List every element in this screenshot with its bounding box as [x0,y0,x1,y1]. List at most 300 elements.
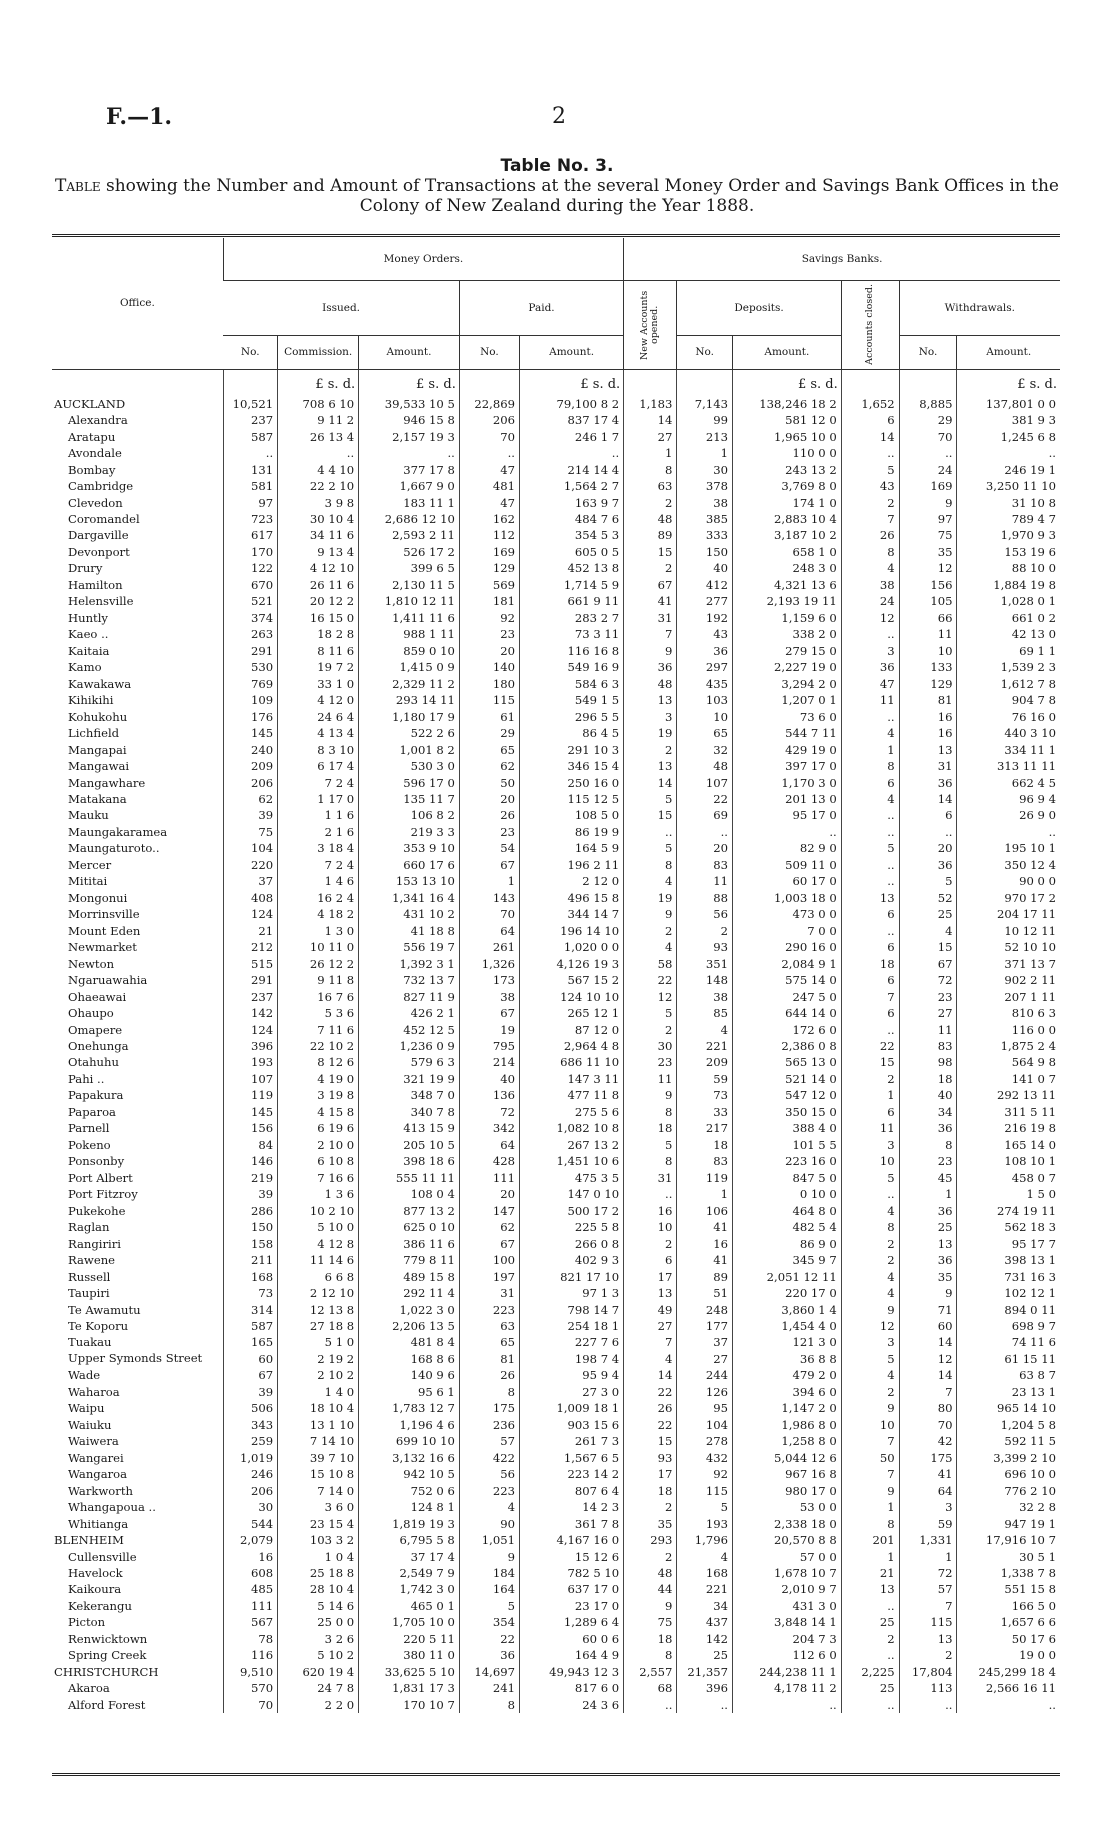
cell-value: 204 17 11 [957,906,1060,922]
cell-value: 254 18 1 [520,1318,624,1334]
cell-value: 36 [624,659,677,675]
cell-value: 396 [677,1680,733,1696]
cell-value: 86 19 9 [520,824,624,840]
cell-value: 110 0 0 [732,445,841,461]
paid-amount-heading: Amount. [520,335,624,369]
cell-value: 12 [841,610,899,626]
cell-value: 1,875 2 4 [957,1038,1060,1054]
cell-value: 166 5 0 [957,1598,1060,1614]
table-row [52,1334,1060,1350]
cell-value: 3 18 4 [278,840,359,856]
table-row [52,758,1060,774]
cell-value: 2,130 11 5 [359,577,460,593]
cell-value: 432 [677,1450,733,1466]
cell-value: 556 19 7 [359,939,460,955]
deposits-amount-heading: Amount. [732,335,841,369]
office-name: Helensville [68,594,134,609]
cell-value: 30 [624,1038,677,1054]
cell-value: 1,258 8 0 [732,1433,841,1449]
cell-value: 241 [459,1680,519,1696]
cell-value: 35 [624,1515,677,1531]
cell-value: 431 10 2 [359,906,460,922]
cell-value: 7 2 4 [278,857,359,873]
cell-value: 1,783 12 7 [359,1400,460,1416]
cell-value: 293 14 11 [359,692,460,708]
cell-value: 817 6 0 [520,1680,624,1696]
cell-value: 569 [459,577,519,593]
cell-value: 458 0 7 [957,1170,1060,1186]
office-name: Mangapai [68,742,127,757]
office-name: Dargaville [68,528,129,543]
cell-value: 1,183 [624,396,677,412]
office-name: Te Awamutu [68,1302,141,1317]
cell-value: 485 [223,1581,277,1597]
office-name: Onehunga [68,1039,129,1054]
cell-value: 108 10 1 [957,1153,1060,1169]
cell-value: 124 [223,1021,277,1037]
cell-value: 1,392 3 1 [359,955,460,971]
cell-value: 482 5 4 [732,1219,841,1235]
cell-value: 19 [624,725,677,741]
cell-value: 5,044 12 6 [732,1450,841,1466]
office-name: Ohaeawai [68,989,127,1004]
cell-value: 2 [624,560,677,576]
cell-value: 22,869 [459,396,519,412]
cell-value: 47 [459,494,519,510]
cell-value: 484 7 6 [520,511,624,527]
cell-value: 5 [624,1005,677,1021]
cell-value: 206 [223,1482,277,1498]
cell-value: 575 14 0 [732,972,841,988]
cell-value: 496 15 8 [520,890,624,906]
cell-value: .. [841,923,899,939]
cell-value: 84 [223,1137,277,1153]
office-name: AUCKLAND [54,396,126,411]
cell-value: 223 [459,1482,519,1498]
cell-value: 429 19 0 [732,741,841,757]
cell-value: 7 [841,511,899,527]
cell-value: 60 0 6 [520,1631,624,1647]
cell-value: 544 7 11 [732,725,841,741]
cell-value: 333 [677,527,733,543]
cell-value: 662 4 5 [957,774,1060,790]
cell-value: 4 [899,923,957,939]
table-caption-lead: Table [55,176,101,196]
cell-value: 240 [223,741,277,757]
cell-value: 544 [223,1515,277,1531]
cell-value: 1,705 10 0 [359,1614,460,1630]
cell-value: 20 [459,1186,519,1202]
table-row [52,1285,1060,1301]
cell-value: 112 [459,527,519,543]
cell-value: 174 1 0 [732,494,841,510]
cell-value: 73 6 0 [732,708,841,724]
cell-value: 147 0 10 [520,1186,624,1202]
cell-value: 9 [899,494,957,510]
cell-value: 14 [624,412,677,428]
cell-value: 17,916 10 7 [957,1532,1060,1548]
cell-value: 644 14 0 [732,1005,841,1021]
cell-value: 70 [459,906,519,922]
cell-value: 1 [677,1186,733,1202]
office-name: Raglan [68,1220,110,1235]
cell-value: 18 [677,1137,733,1153]
cell-value: 581 [223,478,277,494]
cell-value: .. [841,1598,899,1614]
cell-value: 381 9 3 [957,412,1060,428]
cell-value: 1 [677,445,733,461]
cell-value: 48 [624,511,677,527]
cell-value: 2 [841,1631,899,1647]
table-row [52,1450,1060,1466]
cell-value: 9 [899,1285,957,1301]
cell-value: 2,193 19 11 [732,593,841,609]
table-row [52,445,1060,461]
cell-value: 6,795 5 8 [359,1532,460,1548]
cell-value: 22 [459,1631,519,1647]
cell-value: 394 6 0 [732,1384,841,1400]
cell-value: .. [624,1697,677,1713]
cell-value: 3 [841,643,899,659]
cell-value: 38 [459,988,519,1004]
cell-value: .. [841,807,899,823]
table-row [52,626,1060,642]
cell-value: 62 [459,758,519,774]
cell-value: 1,411 11 6 [359,610,460,626]
cell-value: 10 [841,1153,899,1169]
cell-value: 5 [459,1598,519,1614]
cell-value: .. [677,1697,733,1713]
unit-label: £ s. d. [520,369,624,396]
cell-value: 57 [899,1581,957,1597]
cell-value: 175 [899,1450,957,1466]
office-name: Kaikoura [68,1582,122,1597]
cell-value: 145 [223,725,277,741]
cell-value: 8 [624,461,677,477]
cell-value: 1,204 5 8 [957,1417,1060,1433]
cell-value: 211 [223,1252,277,1268]
cell-value: 902 2 11 [957,972,1060,988]
cell-value: 661 9 11 [520,593,624,609]
cell-value: 147 [459,1202,519,1218]
cell-value: 23 [459,626,519,642]
cell-value: 11 [841,1120,899,1136]
cell-value: 723 [223,511,277,527]
cell-value: .. [841,626,899,642]
cell-value: 5 10 0 [278,1219,359,1235]
cell-value: 26 9 0 [957,807,1060,823]
cell-value: 946 15 8 [359,412,460,428]
cell-value: 69 [677,807,733,823]
cell-value: 21 [223,923,277,939]
cell-value: 2,051 12 11 [732,1268,841,1284]
cell-value: 13 [624,1285,677,1301]
cell-value: 140 [459,659,519,675]
cell-value: 1,236 0 9 [359,1038,460,1054]
cell-value: 28 10 4 [278,1581,359,1597]
cell-value: 57 0 0 [732,1548,841,1564]
cell-value: .. [223,445,277,461]
cell-value: 3,399 2 10 [957,1450,1060,1466]
cell-value: 731 16 3 [957,1268,1060,1284]
cell-value: 18 10 4 [278,1400,359,1416]
table-row [52,1301,1060,1317]
cell-value: 126 [677,1384,733,1400]
cell-value: 2 [624,1499,677,1515]
cell-value: 33,625 5 10 [359,1664,460,1680]
cell-value: 27 [624,428,677,444]
cell-value: 106 8 2 [359,807,460,823]
cell-value: 2,338 18 0 [732,1515,841,1531]
cell-value: 291 10 3 [520,741,624,757]
issued-heading: Issued. [223,280,459,335]
cell-value: 96 9 4 [957,791,1060,807]
cell-value: 348 7 0 [359,1087,460,1103]
cell-value: 175 [459,1400,519,1416]
office-name: Waiuku [68,1417,112,1432]
cell-value: 41 18 8 [359,923,460,939]
cell-value: 221 [677,1581,733,1597]
cell-value: 263 [223,626,277,642]
cell-value: 18 [624,1631,677,1647]
cell-value: 7 11 6 [278,1021,359,1037]
office-name: Kekerangu [68,1598,132,1613]
cell-value: 223 14 2 [520,1466,624,1482]
cell-value: 4 [677,1548,733,1564]
cell-value: 60 [223,1351,277,1367]
cell-value: 198 7 4 [520,1351,624,1367]
cell-value: 250 16 0 [520,774,624,790]
table-row [52,560,1060,576]
cell-value: 581 12 0 [732,412,841,428]
cell-value: 75 [624,1614,677,1630]
cell-value: 5 1 0 [278,1334,359,1350]
table-row [52,955,1060,971]
cell-value: 7,143 [677,396,733,412]
cell-value: 3 [624,708,677,724]
office-name: Kawakawa [68,676,132,691]
cell-value: 1,331 [899,1532,957,1548]
cell-value: 1 4 6 [278,873,359,889]
unit-label: £ s. d. [359,369,460,396]
office-name: Huntly [68,610,108,625]
cell-value: 2,549 7 9 [359,1565,460,1581]
cell-value: 76 16 0 [957,708,1060,724]
cell-value: 66 [899,610,957,626]
cell-value: 4 [841,791,899,807]
table-row [52,1614,1060,1630]
cell-value: .. [677,824,733,840]
cell-value: 4,126 19 3 [520,955,624,971]
office-name: Whitianga [68,1516,129,1531]
cell-value: 26 13 4 [278,428,359,444]
cell-value: 183 11 1 [359,494,460,510]
cell-value: 61 [459,708,519,724]
cell-value: 129 [459,560,519,576]
table-row [52,494,1060,510]
cell-value: 2,079 [223,1532,277,1548]
cell-value: 661 0 2 [957,610,1060,626]
withdrawals-no-heading: No. [899,335,957,369]
cell-value: 1,289 6 4 [520,1614,624,1630]
cell-value: 988 1 11 [359,626,460,642]
cell-value: 1 [459,873,519,889]
cell-value: 8 [624,857,677,873]
cell-value: 47 [459,461,519,477]
cell-value: 119 [223,1087,277,1103]
table-row [52,659,1060,675]
cell-value: 38 [677,988,733,1004]
cell-value: 4 12 10 [278,560,359,576]
cell-value: 1,884 19 8 [957,577,1060,593]
cell-value: 1 [841,1548,899,1564]
cell-value: 45 [899,1170,957,1186]
cell-value: 16 [223,1548,277,1564]
cell-value: 90 0 0 [957,873,1060,889]
cell-value: 8 [841,544,899,560]
office-name: Morrinsville [68,907,140,922]
cell-value: 980 17 0 [732,1482,841,1498]
cell-value: 3,250 11 10 [957,478,1060,494]
cell-value: 18 [624,1482,677,1498]
cell-value: 158 [223,1235,277,1251]
cell-value: 584 6 3 [520,675,624,691]
cell-value: 350 15 0 [732,1104,841,1120]
top-rule [52,234,1060,237]
cell-value: 34 11 6 [278,527,359,543]
office-name: Pokeno [68,1137,111,1152]
cell-value: 60 17 0 [732,873,841,889]
cell-value: 10 [841,1417,899,1433]
table-row [52,906,1060,922]
table-row [52,1219,1060,1235]
cell-value: 27 [677,1351,733,1367]
cell-value: 8 [459,1697,519,1713]
cell-value: 39 7 10 [278,1450,359,1466]
cell-value: 225 5 8 [520,1219,624,1235]
cell-value: 385 [677,511,733,527]
cell-value: 79,100 8 2 [520,396,624,412]
cell-value: 8 [841,1219,899,1235]
cell-value: 314 [223,1301,277,1317]
cell-value: 551 15 8 [957,1581,1060,1597]
cell-value: 41 [624,593,677,609]
cell-value: 344 14 7 [520,906,624,922]
cell-value: 13 [841,890,899,906]
cell-value: 4 [459,1499,519,1515]
cell-value: 214 14 4 [520,461,624,477]
cell-value: 209 [223,758,277,774]
cell-value: 428 [459,1153,519,1169]
cell-value: 15 [899,939,957,955]
accounts-closed-heading: Accounts closed. [841,280,899,369]
office-name: Cullensville [68,1549,137,1564]
cell-value: .. [732,1697,841,1713]
cell-value: 4 [841,1367,899,1383]
cell-value: 353 9 10 [359,840,460,856]
cell-value: 52 10 10 [957,939,1060,955]
office-name: BLENHEIM [54,1533,124,1548]
cell-value: 169 [459,544,519,560]
cell-value: 378 [677,478,733,494]
cell-value: 177 [677,1318,733,1334]
table-row [52,741,1060,757]
cell-value: 479 2 0 [732,1367,841,1383]
cell-value: 168 [677,1565,733,1581]
cell-value: 72 [899,1565,957,1581]
table-row [52,1548,1060,1564]
cell-value: 61 15 11 [957,1351,1060,1367]
cell-value: 859 0 10 [359,643,460,659]
cell-value: 13 [899,1631,957,1647]
table-row [52,972,1060,988]
cell-value: 138,246 18 2 [732,396,841,412]
cell-value: 827 11 9 [359,988,460,1004]
cell-value: 477 11 8 [520,1087,624,1103]
cell-value: 213 [677,428,733,444]
cell-value: 526 17 2 [359,544,460,560]
cell-value: 62 [459,1219,519,1235]
cell-value: 204 7 3 [732,1631,841,1647]
cell-value: 195 10 1 [957,840,1060,856]
cell-value: 22 [841,1038,899,1054]
cell-value: 162 [459,511,519,527]
cell-value: 220 5 11 [359,1631,460,1647]
cell-value: 70 [899,1417,957,1433]
cell-value: 14 [899,791,957,807]
cell-value: 19 [459,1021,519,1037]
cell-value: 608 [223,1565,277,1581]
cell-value: 73 [223,1285,277,1301]
cell-value: 2 [624,494,677,510]
cell-value: 354 [459,1614,519,1630]
cell-value: 39 [223,807,277,823]
office-name: Port Albert [68,1170,133,1185]
cell-value: 970 17 2 [957,890,1060,906]
cell-value: 7 [899,1598,957,1614]
cell-value: 20 [459,791,519,807]
cell-value: 769 [223,675,277,691]
cell-value: 9 [624,906,677,922]
cell-value: 104 [223,840,277,856]
cell-value: 103 [677,692,733,708]
cell-value: 8 [841,758,899,774]
cell-value: 12 [841,1318,899,1334]
cell-value: 193 [223,1054,277,1070]
cell-value: 464 8 0 [732,1202,841,1218]
cell-value: 807 6 4 [520,1482,624,1498]
cell-value: 22 [677,791,733,807]
cell-value: 6 [841,774,899,790]
cell-value: 6 [841,906,899,922]
cell-value: 135 11 7 [359,791,460,807]
table-row [52,1021,1060,1037]
cell-value: 124 10 10 [520,988,624,1004]
table-row [52,396,1060,412]
cell-value: 1,159 6 0 [732,610,841,626]
cell-value: 1,196 4 6 [359,1417,460,1433]
office-name: Upper Symonds Street [68,1350,203,1365]
cell-value: 63 [459,1318,519,1334]
cell-value: 146 [223,1153,277,1169]
cell-value: 16 [899,708,957,724]
cell-value: 13 [624,692,677,708]
cell-value: 1,567 6 5 [520,1450,624,1466]
cell-value: 22 [624,1417,677,1433]
cell-value: 947 19 1 [957,1515,1060,1531]
cell-value: 605 0 5 [520,544,624,560]
cell-value: 133 [899,659,957,675]
